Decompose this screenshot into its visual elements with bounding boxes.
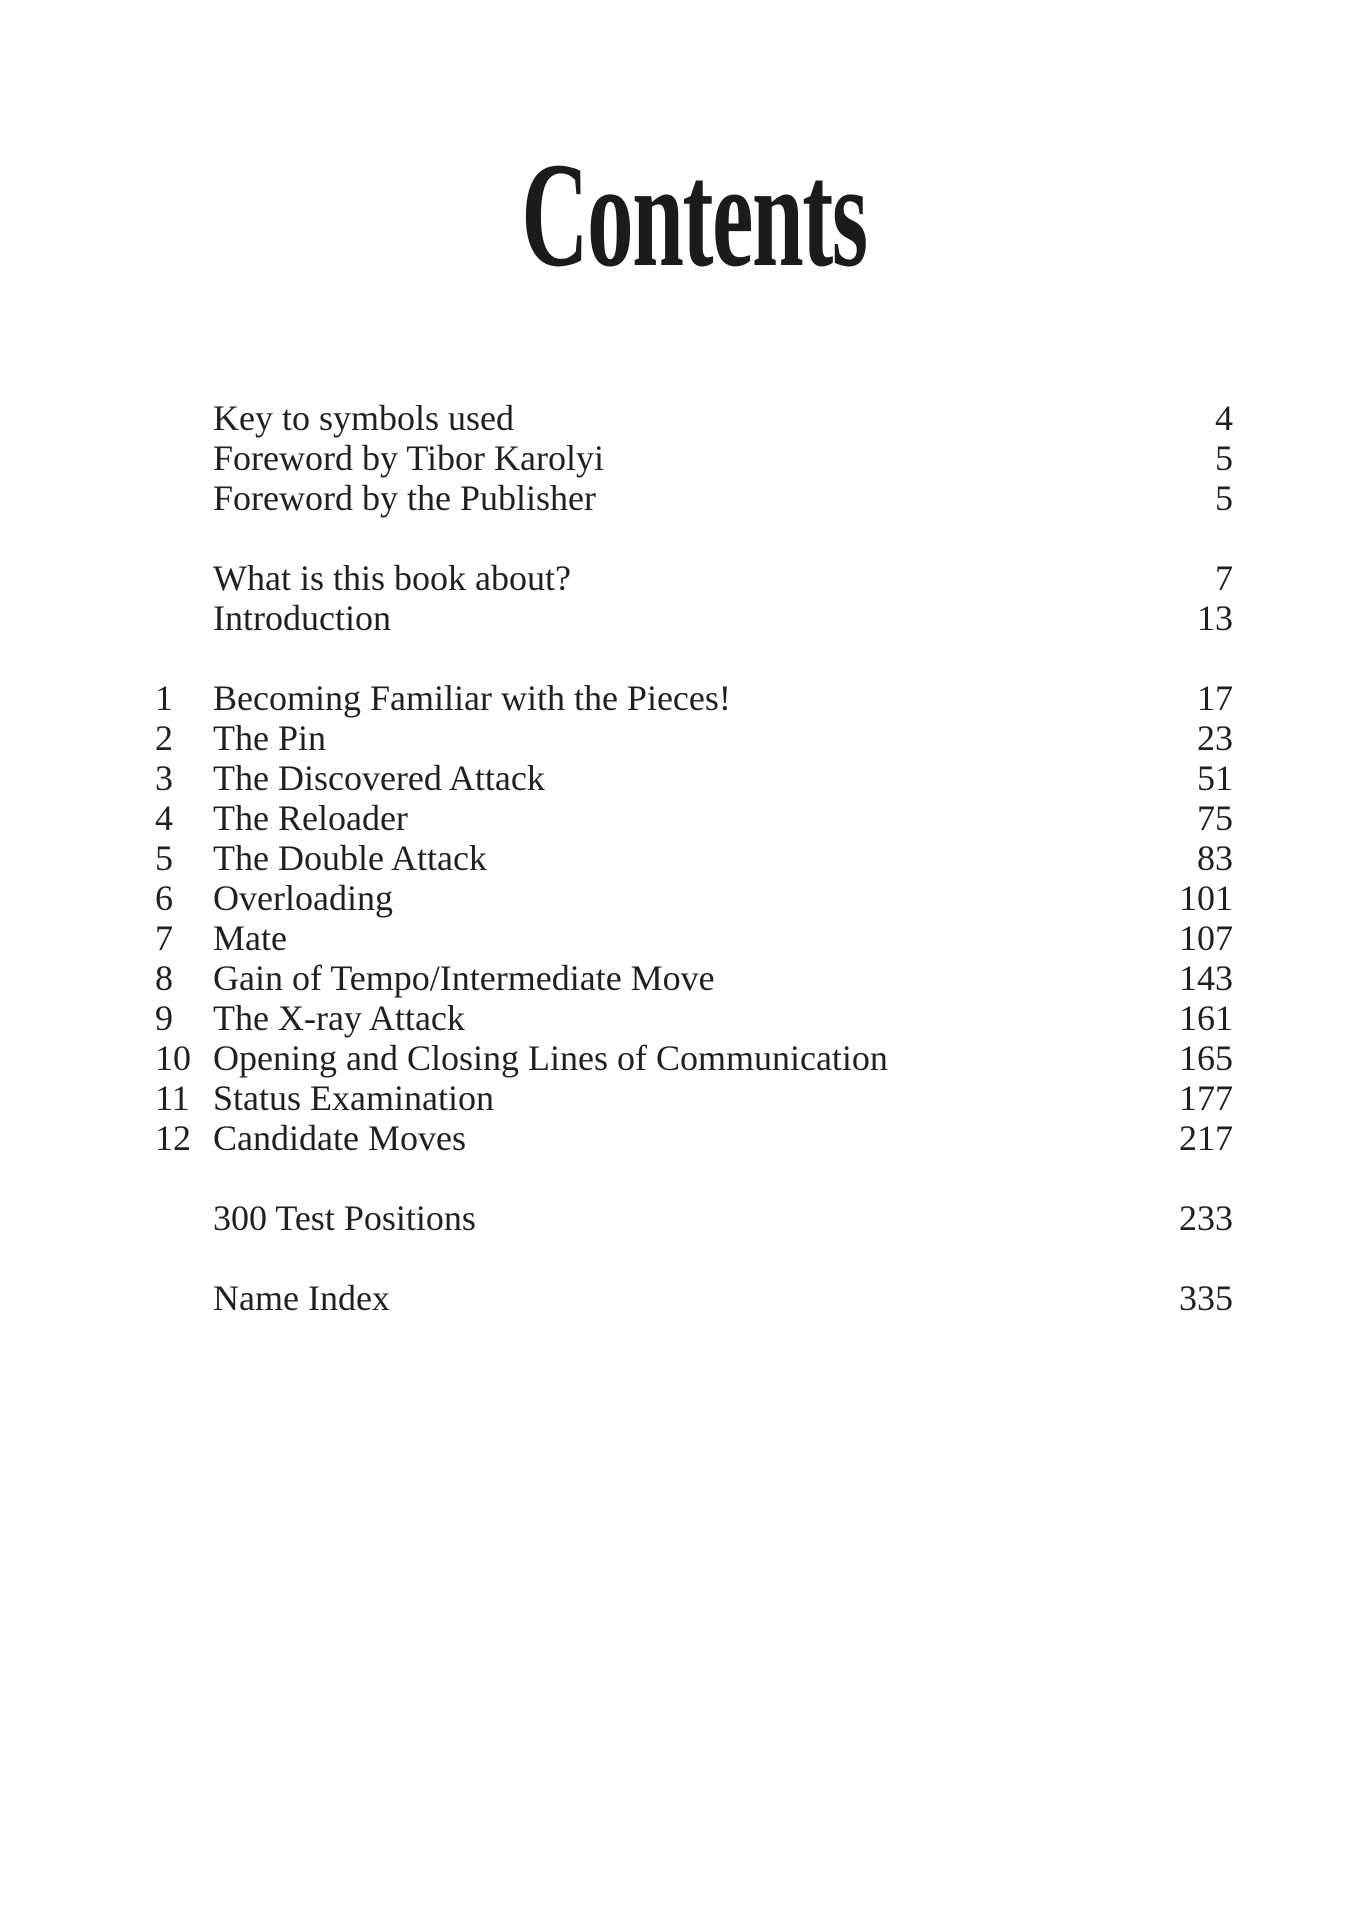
toc-row [155,1038,1233,1078]
toc-row [155,678,1233,718]
toc-entry-label: Introduction [213,598,391,638]
toc-entry-label: Overloading [213,878,393,918]
toc-row [155,478,1233,518]
toc-entry-label: Status Examination [213,1078,494,1118]
toc-page-number: 7 [1215,558,1233,598]
toc-page-number: 51 [1197,758,1233,798]
toc-row [155,558,1233,598]
toc-row [155,598,1233,638]
toc-entry-label: Foreword by the Publisher [213,478,596,518]
toc-entry-label: Opening and Closing Lines of Communication [213,1038,888,1078]
toc-entry-label: 300 Test Positions [213,1198,476,1238]
toc-row [155,1198,1233,1238]
page-title: Contents [521,132,867,298]
toc-entry-label: The Reloader [213,798,408,838]
toc-page-number: 17 [1197,678,1233,718]
toc-row [155,798,1233,838]
toc-page-number: 177 [1179,1078,1233,1118]
toc-row [155,398,1233,438]
toc-page-number: 4 [1215,398,1233,438]
toc-page-number: 335 [1179,1278,1233,1318]
toc-page-number: 23 [1197,718,1233,758]
toc-page-number: 217 [1179,1118,1233,1158]
toc-row [155,1078,1233,1118]
toc-entry-label: The X-ray Attack [213,998,465,1038]
table-of-contents [155,398,1233,1318]
toc-page-number: 13 [1197,598,1233,638]
toc-chapter-number: 2 [155,718,173,758]
toc-chapter-number: 11 [155,1078,190,1118]
toc-entry-label: Mate [213,918,287,958]
toc-chapter-number: 6 [155,878,173,918]
toc-page-number: 101 [1179,878,1233,918]
toc-row [155,918,1233,958]
toc-chapter-number: 5 [155,838,173,878]
toc-chapter-number: 1 [155,678,173,718]
toc-entry-label: Key to symbols used [213,398,514,438]
toc-chapter-number: 4 [155,798,173,838]
toc-row [155,438,1233,478]
toc-entry-label: The Pin [213,718,326,758]
toc-entry-label: Candidate Moves [213,1118,466,1158]
toc-row [155,958,1233,998]
toc-page-number: 5 [1215,478,1233,518]
toc-row [155,758,1233,798]
toc-page-number: 83 [1197,838,1233,878]
toc-entry-label: Name Index [213,1278,390,1318]
toc-chapter-number: 10 [155,1038,191,1078]
toc-chapter-number: 9 [155,998,173,1038]
toc-row [155,1118,1233,1158]
toc-entry-label: Becoming Familiar with the Pieces! [213,678,731,718]
toc-page-number: 161 [1179,998,1233,1038]
toc-row [155,878,1233,918]
toc-page-number: 233 [1179,1198,1233,1238]
toc-row [155,718,1233,758]
toc-row [155,838,1233,878]
toc-entry-label: The Discovered Attack [213,758,545,798]
toc-entry-label: Gain of Tempo/Intermediate Move [213,958,715,998]
toc-row [155,1278,1233,1318]
toc-page-number: 165 [1179,1038,1233,1078]
toc-chapter-number: 8 [155,958,173,998]
toc-chapter-number: 3 [155,758,173,798]
toc-page-number: 75 [1197,798,1233,838]
toc-chapter-number: 7 [155,918,173,958]
toc-entry-label: What is this book about? [213,558,571,598]
toc-entry-label: The Double Attack [213,838,487,878]
toc-page-number: 143 [1179,958,1233,998]
toc-chapter-number: 12 [155,1118,191,1158]
toc-page-number: 107 [1179,918,1233,958]
toc-entry-label: Foreword by Tibor Karolyi [213,438,605,478]
toc-page-number: 5 [1215,438,1233,478]
toc-row [155,998,1233,1038]
